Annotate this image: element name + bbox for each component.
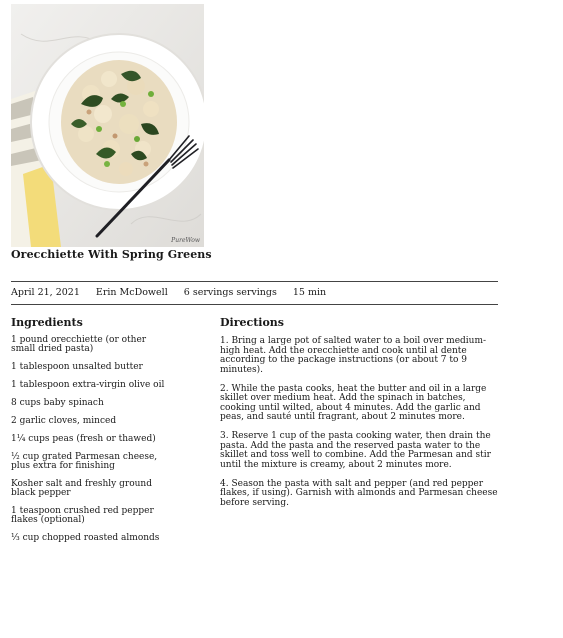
divider-top <box>11 281 498 282</box>
recipe-meta <box>11 287 342 298</box>
direction-step: 4. Season the pasta with salt and pepper (and red pepper flakes, if using). Garnish with almonds and Parmesan cheese before serving. <box>220 478 498 508</box>
ingredient-item: 1 tablespoon extra-virgin olive oil <box>11 380 165 390</box>
ingredient-item: ½ cup grated Parmesan cheese, plus extra for finishing <box>11 452 158 471</box>
photo-credit: PureWow <box>171 237 200 244</box>
recipe-date: April 21, 2021 <box>11 287 80 298</box>
ingredient-item: ⅓ cup chopped roasted almonds <box>11 533 160 543</box>
ingredients-heading: Ingredients <box>11 316 83 329</box>
ingredient-item: Kosher salt and freshly ground black pepper <box>11 479 152 498</box>
recipe-author: Erin McDowell <box>95 287 168 298</box>
recipe-time: 15 min <box>292 287 327 298</box>
directions-heading: Directions <box>220 316 284 329</box>
direction-step: 3. Reserve 1 cup of the pasta cooking water, then drain the pasta. Add the pasta and the reserved pasta water to the skillet and toss well to combine. Add the Parmesan and stir until the mixture is creamy, about 2 minutes more. <box>220 431 491 470</box>
recipe-photo <box>11 4 204 247</box>
ingredient-item: 8 cups baby spinach <box>11 398 104 408</box>
ingredient-item: 1 pound orecchiette (or other small dried pasta) <box>11 335 147 354</box>
ingredient-item: 1 teaspoon crushed red pepper flakes (optional) <box>11 506 154 525</box>
recipe-servings: 6 servings servings <box>183 287 277 298</box>
direction-step: 1. Bring a large pot of salted water to a boil over medium-high heat. Add the orecchiette and cook until al dente according to the package instructions (or about 7 to 9 minutes). <box>220 336 487 375</box>
ingredient-item: 1¼ cups peas (fresh or thawed) <box>11 434 156 444</box>
direction-step: 2. While the pasta cooks, heat the butter and oil in a large skillet over medium heat. Add the spinach in batches, cooking until wilted, about 4 minutes. Add the garlic and peas, and sauté until fragrant, about 2 minutes more. <box>220 383 487 422</box>
ingredient-item: 1 tablespoon unsalted butter <box>11 362 143 372</box>
ingredients-list <box>11 336 171 552</box>
ingredient-item: 2 garlic cloves, minced <box>11 416 117 426</box>
recipe-title: Orecchiette With Spring Greens <box>11 248 212 261</box>
directions-list <box>220 337 498 518</box>
divider-bottom <box>11 304 498 305</box>
